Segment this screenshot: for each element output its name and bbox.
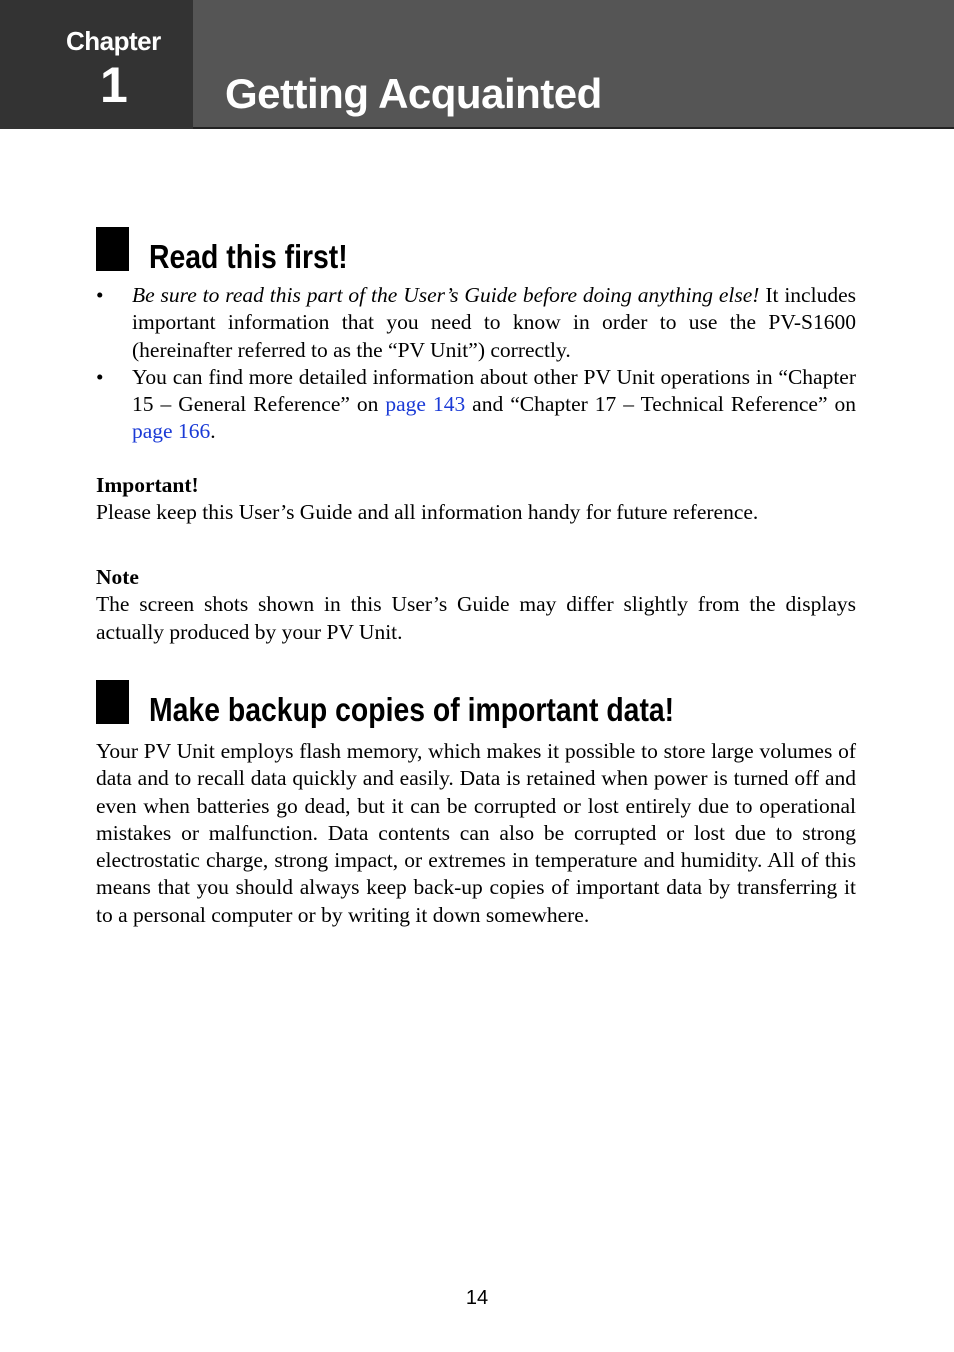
bullet-text: You can find more detailed information about other PV Unit operations in “Chapter 15 – General Reference” on: [132, 364, 856, 417]
page-title: Getting Acquainted: [225, 70, 602, 117]
bullet-list: [96, 282, 856, 446]
note-heading: Note: [96, 565, 139, 589]
section-heading-read-first: [96, 227, 380, 275]
section-title: Make backup copies of important data!: [149, 691, 675, 728]
page-166-link[interactable]: page 166: [132, 419, 211, 444]
title-bar: [193, 0, 954, 129]
emphasis-text: Be sure to read this part of the User’s Guide before doing anything else!: [132, 283, 760, 307]
bullet-text: .: [210, 419, 216, 444]
section-title: Read this first!: [149, 238, 348, 275]
chapter-label: Chapter: [66, 26, 161, 56]
chapter-number: 1: [100, 57, 128, 113]
section-marker-icon: [96, 227, 129, 271]
important-heading: Important!: [96, 473, 199, 497]
page-number: 14: [465, 1287, 489, 1309]
bullet-icon: •: [96, 283, 104, 307]
section-marker-icon: [96, 680, 129, 724]
note-block: [96, 564, 856, 646]
list-item: [96, 282, 856, 364]
page-143-link[interactable]: page 143: [385, 392, 466, 417]
important-block: [96, 472, 856, 527]
important-text: Please keep this User’s Guide and all information handy for future reference.: [96, 500, 759, 525]
chapter-box: [0, 0, 193, 129]
bullet-icon: •: [96, 364, 104, 389]
section-heading-backup: [96, 680, 760, 728]
note-text: The screen shots shown in this User’s Guide may differ slightly from the displays actually produced by your PV Unit.: [96, 592, 856, 644]
backup-paragraph: Your PV Unit employs flash memory, which makes it possible to store large volumes of data and to recall data quickly and easily. Data is retained when power is turned off and even when batteries go dead, but it can be corrupted or lost entirely due to operational mistakes or malfunction. Data contents can also be corrupted or lost due to strong electrostatic charge, strong impact, or extremes in temperature and humidity. All of this means that you should always keep back-up copies of important data by transferring it to a personal computer or by writing it down somewhere.: [96, 739, 856, 927]
bullet-text: and “Chapter 17 – Technical Reference” on: [465, 392, 856, 417]
bullet-text: It includes important information that you need to know in order to use the PV-S1600 (hereinafter referred to as the “PV Unit”) correctly.: [132, 283, 856, 362]
list-item: [96, 364, 856, 446]
